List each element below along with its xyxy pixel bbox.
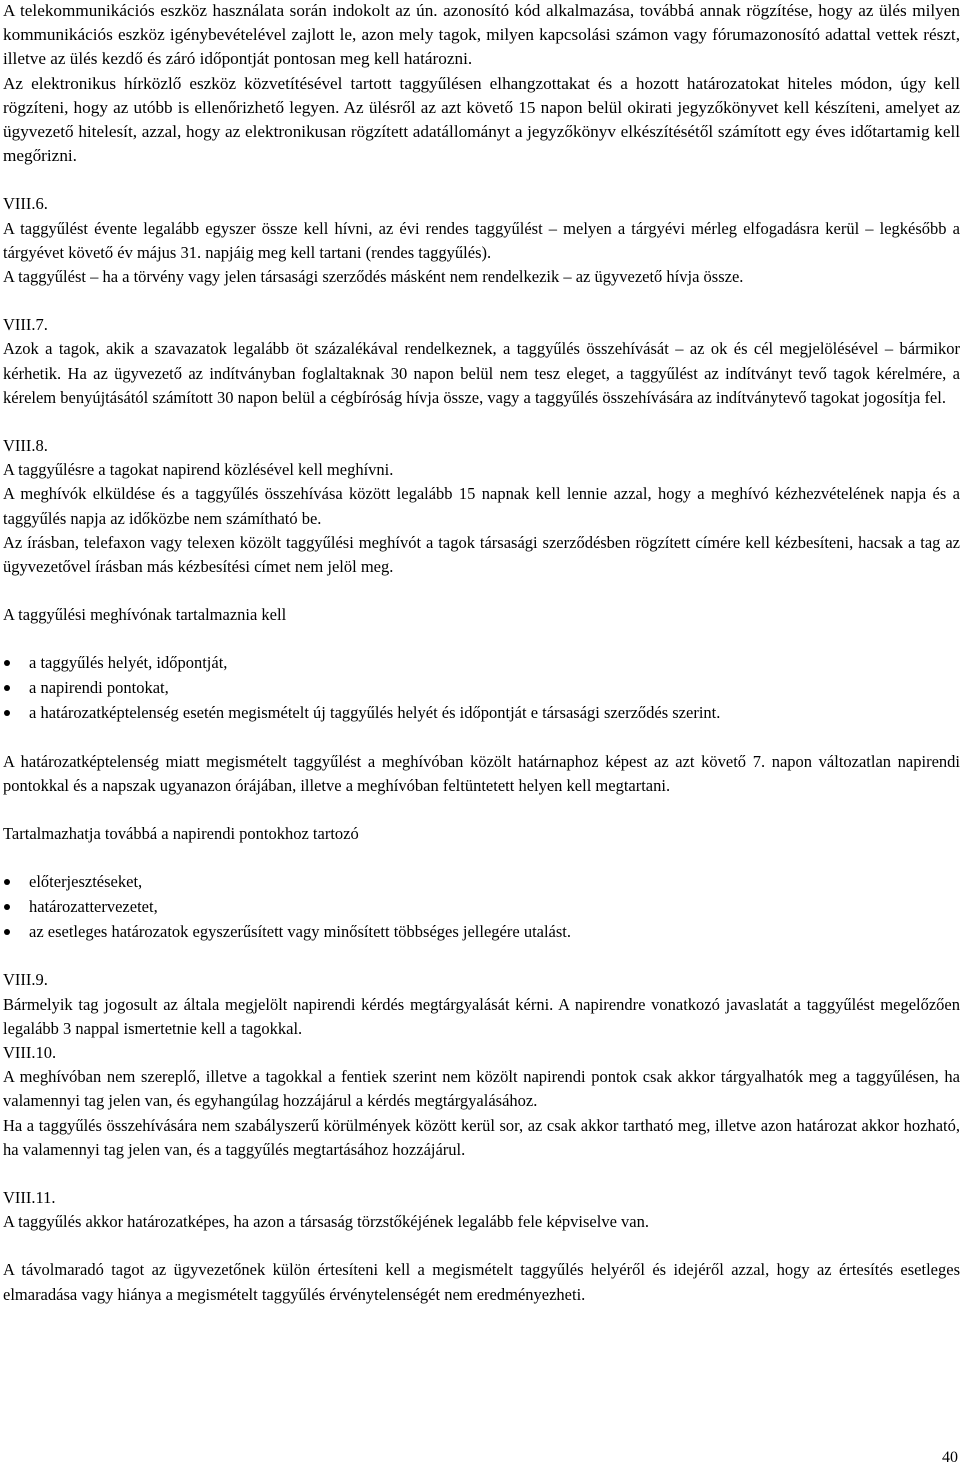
section-heading-viii8: VIII.8.: [3, 436, 48, 456]
bullet-icon: [4, 904, 10, 910]
paragraph-optional-contents: Tartalmazhatja továbbá a napirendi pontokhoz tartozó: [3, 823, 359, 843]
optional-contents-list: [3, 870, 960, 944]
paragraph-unlisted-agenda: A meghívóban nem szereplő, illetve a tagokkal a fentiek szerint nem közölt napirendi pontok csak akkor tárgyalhatók meg a taggyűlésen, ha valamennyi tag jelen van, és egyhangúlag hozzájárul a kérdés megtárgyalásához.: [3, 1067, 960, 1111]
paragraph-invitation-contents: A taggyűlési meghívónak tartalmaznia kell: [3, 605, 287, 625]
bullet-icon: [4, 710, 10, 716]
section-heading-viii10: VIII.10.: [3, 1042, 57, 1062]
spacer: [3, 168, 960, 192]
list-item: az esetleges határozatok egyszerűsített vagy minősített többséges jellegére utalást.: [3, 920, 960, 944]
bullet-icon: [4, 685, 10, 691]
paragraph-quorum: A taggyűlés akkor határozatképes, ha azon a társaság törzstőkéjének legalább fele képviselve van.: [3, 1212, 649, 1232]
spacer: [3, 846, 960, 870]
spacer: [3, 579, 960, 603]
paragraph-electronic-recording: Az elektronikus hírközlő eszköz közvetítésével tartott taggyűlésen elhangzottakat és a hozott határozatokat hiteles módon, úgy kell rögzíteni, hogy az utóbb is ellenőrizhető legyen. Az ülésről az azt követő 15 napon belül okirati jegyzőkönyvet kell készíteni, amelyet az ügyvezető hitelesít, azzal, hogy az elektronikusan rögzített adatállományt a jegyzőkönyv elkészítésétől számított egy éves időtartamig kell megőrizni.: [3, 73, 960, 166]
paragraph-member-request: Azok a tagok, akik a szavazatok legalább öt százalékával rendelkeznek, a taggyűlés összehívását – az ok és cél megjelölésével – bármikor kérhetik. Ha az ügyvezető az indítványban foglaltaknak 30 napon belül nem tesz eleget, a taggyűlést az indítványt tevő tagok kérelmére, a kérelem benyújtásától számított 30 napon belül a cégbíróság hívja össze, vagy a taggyűlés összehívására az indítványtevő tagokat jogosítja fel.: [3, 339, 960, 407]
spacer: [3, 1234, 960, 1258]
paragraph-absent-member-notice: A távolmaradó tagot az ügyvezetőnek külön értesíteni kell a megismételt taggyűlés helyéről és idejéről azzal, hogy az értesítés esetleges elmaradása vagy hiánya a megismételt taggyűlés érvénytelenségét nem eredményezheti.: [3, 1260, 960, 1304]
spacer: [3, 627, 960, 651]
paragraph-invitation-agenda: A taggyűlésre a tagokat napirend közlésével kell meghívni.: [3, 460, 394, 480]
paragraph-invitation-delivery: Az írásban, telefaxon vagy telexen közölt taggyűlési meghívót a tagok társasági szerződésben rögzített címére kell kézbesíteni, hacsak a tag az ügyvezetővel írásban más kézbesítési címet nem jelöl meg.: [3, 532, 960, 577]
spacer: [3, 410, 960, 434]
section-heading-viii7: VIII.7.: [3, 315, 48, 335]
list-item: a határozatképtelenség esetén megismételt új taggyűlés helyét és időpontját e társasági szerződés szerint.: [3, 701, 960, 725]
page-number: 40: [942, 1449, 958, 1466]
bullet-icon: [4, 660, 10, 666]
invitation-contents-list: [3, 651, 960, 725]
document-page: [3, 0, 960, 1307]
paragraph-annual-meeting: A taggyűlést évente legalább egyszer össze kell hívni, az évi rendes taggyűlést – melyen a tárgyévi mérleg elfogadásra kerül – legkésőbb a tárgyévet követő év május 31. napjáig meg kell tartani (rendes taggyűlés).: [3, 218, 960, 262]
bullet-icon: [4, 929, 10, 935]
paragraph-irregular-convening: Ha a taggyűlés összehívására nem szabályszerű körülmények között kerül sor, az csak akkor tartható meg, illetve azon határozat akkor hozható, ha valamennyi tag jelen van, és a taggyűlés megtartásához hozzájárul.: [3, 1115, 960, 1159]
section-heading-viii6: VIII.6.: [3, 194, 48, 214]
list-item: határozattervezetet,: [3, 895, 960, 919]
paragraph-telecom-identification: A telekommunikációs eszköz használata során indokolt az ún. azonosító kód alkalmazása, továbbá annak rögzítése, hogy az ülés milyen kommunikációs eszköz igénybevételével zajlott le, azon mely tagok, milyen kapcsolási számon vagy fórumazonosító adattal vettek részt, illetve az ülés kezdő és záró időpontját pontosan meg kell határozni.: [3, 1, 960, 69]
list-item: előterjesztéseket,: [3, 870, 960, 894]
spacer: [3, 726, 960, 750]
paragraph-invitation-timing: A meghívók elküldése és a taggyűlés összehívása között legalább 15 napnak kell lennie azzal, hogy a meghívó kézhezvételének napja és a taggyűlés napja az időközbe nem számítható be.: [3, 484, 960, 528]
paragraph-agenda-request: Bármelyik tag jogosult az általa megjelölt napirendi kérdés megtárgyalását kérni. A napirendre vonatkozó javaslatát a taggyűlést megelőzően legalább 3 nappal ismertetnie kell a tagokkal.: [3, 994, 960, 1038]
list-item: a napirendi pontokat,: [3, 676, 960, 700]
spacer: [3, 798, 960, 822]
section-heading-viii11: VIII.11.: [3, 1187, 56, 1207]
spacer: [3, 289, 960, 313]
section-heading-viii9: VIII.9.: [3, 970, 48, 990]
paragraph-repeated-meeting: A határozatképtelenség miatt megismételt taggyűlést a meghívóban közölt határnaphoz képest az azt követő 7. napon változatlan napirendi pontokkal és a napszak ugyanazon órájában, illetve a meghívóban feltüntetett helyen kell megtartani.: [3, 751, 960, 795]
spacer: [3, 944, 960, 968]
bullet-icon: [4, 879, 10, 885]
list-item: a taggyűlés helyét, időpontját,: [3, 651, 960, 675]
spacer: [3, 1162, 960, 1186]
paragraph-convening: A taggyűlést – ha a törvény vagy jelen társasági szerződés másként nem rendelkezik – az ügyvezető hívja össze.: [3, 267, 744, 287]
